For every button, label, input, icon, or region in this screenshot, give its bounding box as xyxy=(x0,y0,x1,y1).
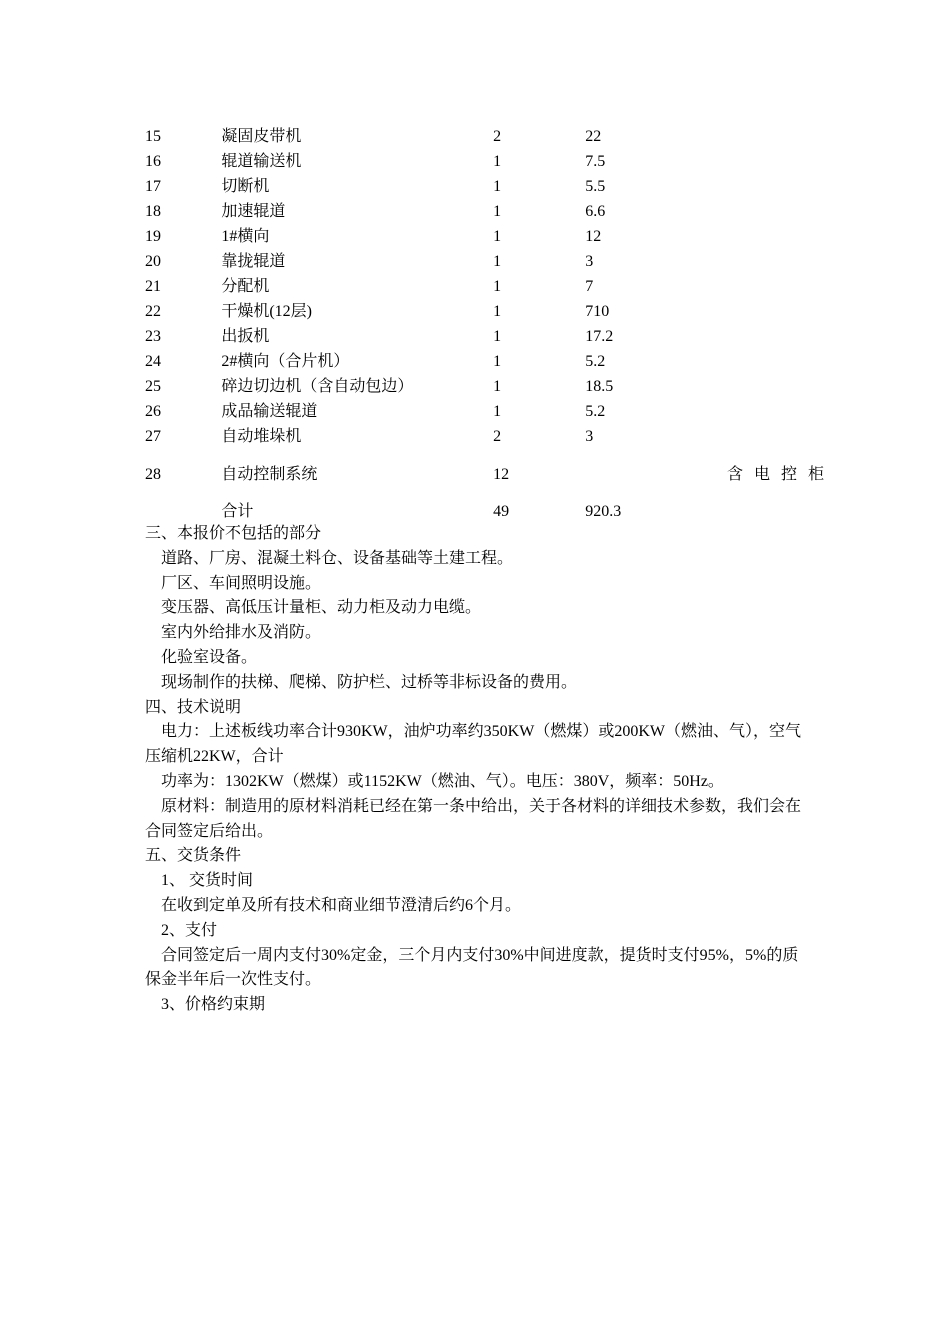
row-number: 23 xyxy=(145,328,161,345)
row-number: 18 xyxy=(145,203,161,220)
equipment-note xyxy=(727,199,835,224)
row-number: 16 xyxy=(145,153,161,170)
row-number: 17 xyxy=(145,178,161,195)
equipment-power: 3 xyxy=(585,253,594,270)
table-row xyxy=(145,324,835,349)
equipment-quantity: 12 xyxy=(493,465,510,483)
total-number-cell xyxy=(145,499,221,524)
row-number: 20 xyxy=(145,253,161,270)
equipment-power: 5.5 xyxy=(585,178,606,195)
equipment-note xyxy=(727,249,835,274)
equipment-name: 切断机 xyxy=(221,178,270,195)
equipment-name: 1#横向 xyxy=(221,228,270,245)
equipment-name: 碎边切边机（含自动包边） xyxy=(221,378,414,395)
table-row xyxy=(145,374,835,399)
equipment-note: 含电控柜 xyxy=(726,465,835,483)
equipment-note xyxy=(727,224,835,249)
equipment-power: 710 xyxy=(585,303,610,320)
equipment-table-body xyxy=(145,124,835,524)
equipment-note xyxy=(727,299,835,324)
row-number: 28 xyxy=(145,465,161,483)
section-4-title: 四、技术说明 xyxy=(145,698,242,716)
equipment-quantity: 1 xyxy=(493,178,502,195)
table-row xyxy=(145,274,835,299)
body-text xyxy=(145,522,810,1018)
equipment-power: 12 xyxy=(585,228,602,245)
material-paragraph: 原材料：制造用的原材料消耗已经在第一条中给出，关于各材料的详细技术参数，我们会在合同签定后给出。 xyxy=(145,797,802,840)
table-row xyxy=(145,124,835,149)
equipment-quantity: 1 xyxy=(493,253,502,270)
table-row xyxy=(145,349,835,374)
equipment-note xyxy=(727,324,835,349)
equipment-name: 出扳机 xyxy=(221,328,270,345)
total-row xyxy=(145,499,835,524)
equipment-note xyxy=(727,174,835,199)
table-row xyxy=(145,424,835,449)
equipment-note xyxy=(727,274,835,299)
equipment-quantity: 1 xyxy=(493,203,502,220)
equipment-note xyxy=(727,124,835,149)
payment-title: 2、支付 xyxy=(161,921,218,939)
exclusion-item-3: 变压器、高低压计量柜、动力柜及动力电缆。 xyxy=(161,599,482,617)
delivery-time-title: 1、 交货时间 xyxy=(161,872,254,890)
equipment-name: 辊道输送机 xyxy=(221,153,302,170)
exclusion-item-4: 室内外给排水及消防。 xyxy=(161,624,322,642)
equipment-name: 自动堆垛机 xyxy=(221,428,302,445)
equipment-note xyxy=(727,374,835,399)
row-number: 21 xyxy=(145,278,161,295)
row-number: 19 xyxy=(145,228,161,245)
row-number: 15 xyxy=(145,128,161,145)
equipment-name: 分配机 xyxy=(221,278,270,295)
equipment-note xyxy=(727,149,835,174)
exclusion-item-1: 道路、厂房、混凝土料仓、设备基础等土建工程。 xyxy=(161,549,514,567)
equipment-name: 成品输送辊道 xyxy=(221,403,318,420)
equipment-quantity: 1 xyxy=(493,378,502,395)
total-label: 合计 xyxy=(221,503,254,520)
equipment-quantity: 1 xyxy=(493,153,502,170)
table-row xyxy=(145,174,835,199)
power-paragraph-continued: 功率为：1302KW（燃煤）或1152KW（燃油、气）。电压：380V，频率：50Hz。 xyxy=(161,772,724,790)
exclusion-item-5: 化验室设备。 xyxy=(161,648,258,666)
equipment-name: 靠拢辊道 xyxy=(221,253,286,270)
row-number: 27 xyxy=(145,428,161,445)
table-row xyxy=(145,299,835,324)
table-row xyxy=(145,199,835,224)
exclusion-item-2: 厂区、车间照明设施。 xyxy=(161,574,322,592)
power-paragraph: 电力：上述板线功率合计930KW，油炉功率约350KW（燃煤）或200KW（燃油、气），空气压缩机22KW，合计 xyxy=(145,723,801,766)
table-row xyxy=(145,249,835,274)
equipment-note xyxy=(727,424,835,449)
equipment-power: 7 xyxy=(585,278,594,295)
table-row xyxy=(145,149,835,174)
section-3-title: 三、本报价不包括的部分 xyxy=(145,525,322,542)
table-row xyxy=(145,449,835,499)
equipment-quantity: 1 xyxy=(493,278,502,295)
equipment-name: 干燥机(12层) xyxy=(221,303,312,320)
equipment-note xyxy=(727,349,835,374)
row-number: 26 xyxy=(145,403,161,420)
delivery-time-text: 在收到定单及所有技术和商业细节澄清后约6个月。 xyxy=(161,896,522,914)
equipment-quantity: 1 xyxy=(493,328,502,345)
payment-text: 合同签定后一周内支付30%定金，三个月内支付30%中间进度款，提货时支付95%，5%的质保金半年后一次性支付。 xyxy=(145,946,799,989)
equipment-quantity: 1 xyxy=(493,403,502,420)
equipment-power: 5.2 xyxy=(585,353,606,370)
equipment-quantity: 1 xyxy=(493,228,502,245)
equipment-name: 自动控制系统 xyxy=(221,465,318,483)
equipment-quantity: 1 xyxy=(493,353,502,370)
equipment-quantity: 1 xyxy=(493,303,502,320)
price-validity-title: 3、价格约束期 xyxy=(161,996,266,1014)
row-number: 24 xyxy=(145,353,161,370)
row-number: 25 xyxy=(145,378,161,395)
equipment-power: 6.6 xyxy=(585,203,606,220)
equipment-power: 5.2 xyxy=(585,403,606,420)
equipment-power: 18.5 xyxy=(585,378,614,395)
exclusion-item-6: 现场制作的扶梯、爬梯、防护栏、过桥等非标设备的费用。 xyxy=(161,673,578,691)
total-power: 920.3 xyxy=(585,503,622,520)
equipment-note xyxy=(727,399,835,424)
equipment-quantity: 2 xyxy=(493,128,502,145)
equipment-table xyxy=(145,124,835,524)
table-row xyxy=(145,399,835,424)
equipment-power: 3 xyxy=(585,428,594,445)
equipment-power: 7.5 xyxy=(585,153,606,170)
equipment-name: 2#横向（合片机） xyxy=(221,353,350,370)
total-note-cell xyxy=(727,499,835,524)
equipment-power: 22 xyxy=(585,128,602,145)
equipment-quantity: 2 xyxy=(493,428,502,445)
section-5-title: 五、交货条件 xyxy=(145,847,242,865)
equipment-name: 凝固皮带机 xyxy=(221,128,302,145)
equipment-power: 17.2 xyxy=(585,328,614,345)
row-number: 22 xyxy=(145,303,161,320)
total-quantity: 49 xyxy=(493,503,510,520)
equipment-power xyxy=(585,449,727,499)
table-row xyxy=(145,224,835,249)
equipment-name: 加速辊道 xyxy=(221,203,286,220)
